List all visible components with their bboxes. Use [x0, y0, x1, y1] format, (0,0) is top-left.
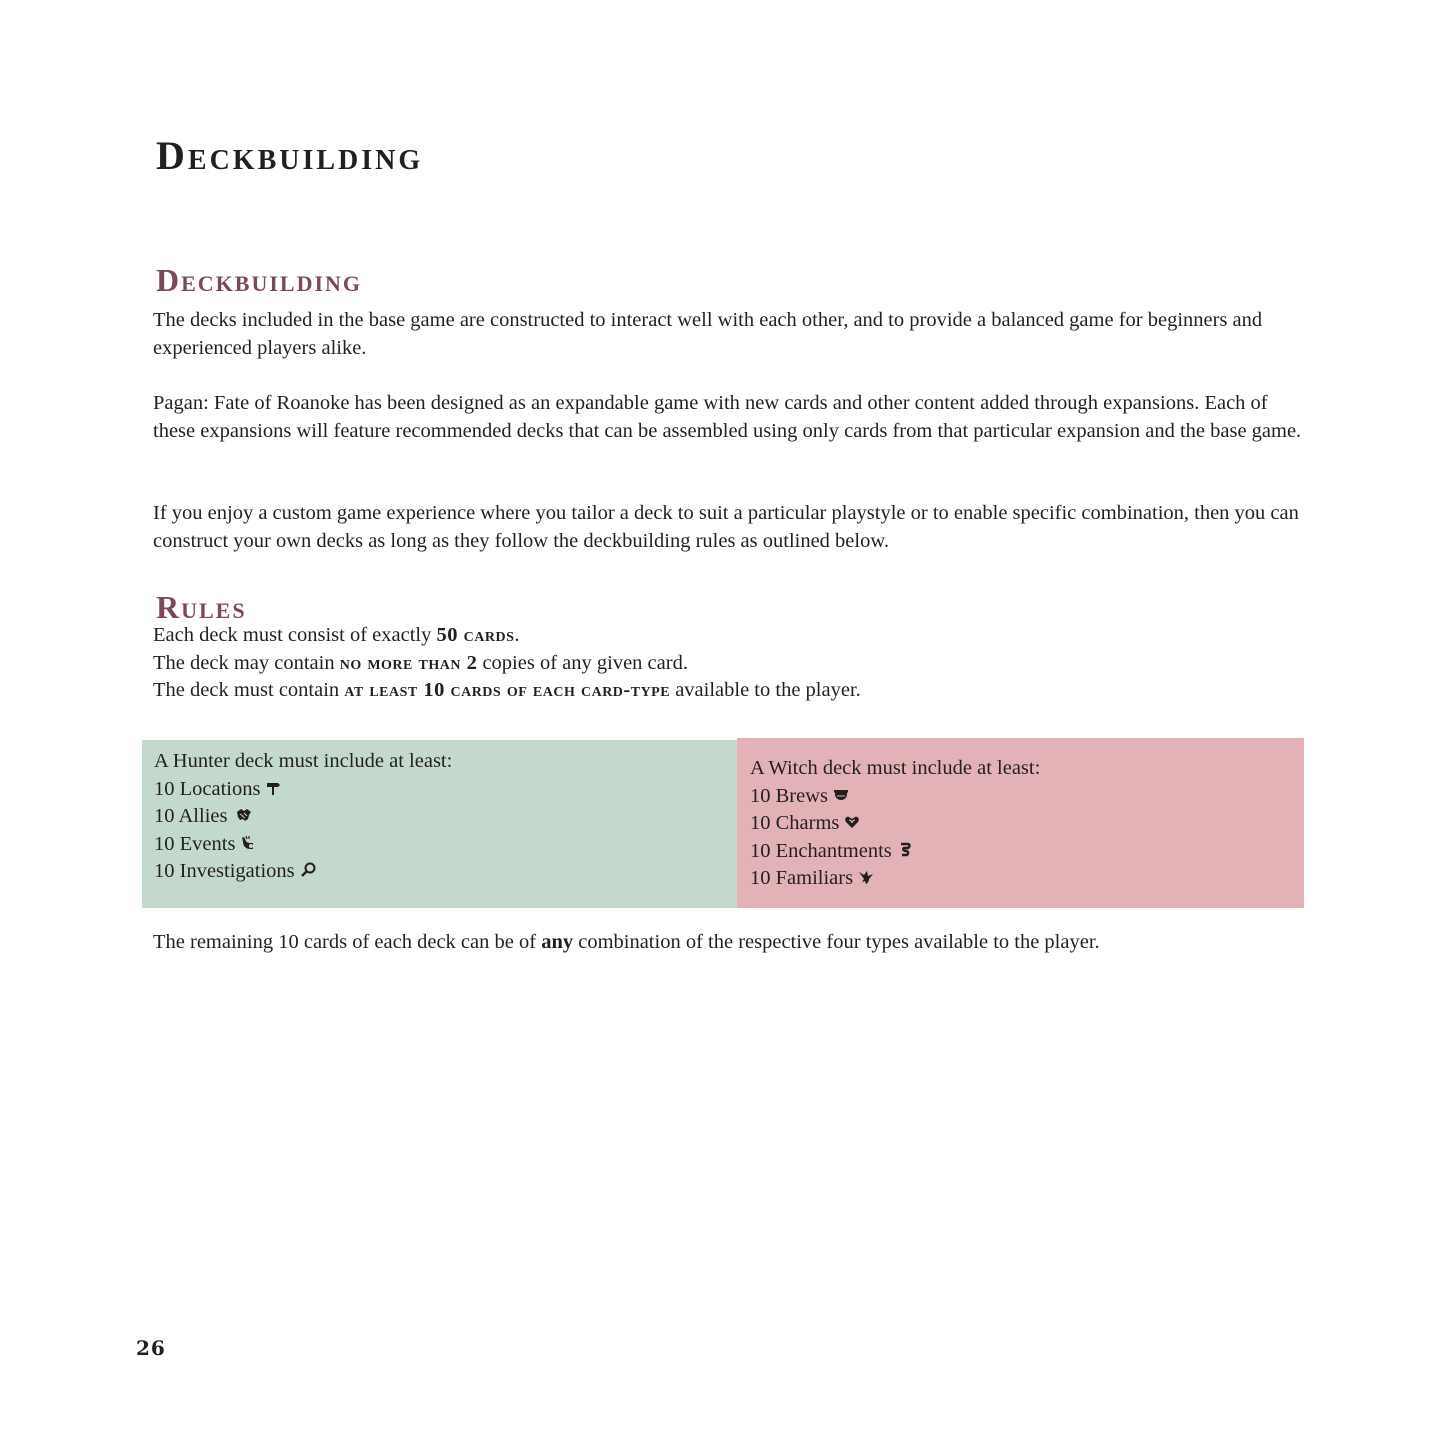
- bird-icon: [858, 869, 874, 885]
- magnifier-icon: [300, 862, 316, 878]
- hunter-item-investigations: 10 Investigations: [154, 858, 726, 886]
- witch-requirements-box: [737, 738, 1304, 908]
- rules-heading: Rules: [156, 589, 247, 625]
- signpost-icon: [265, 780, 281, 796]
- custom-deck-paragraph: If you enjoy a custom game experience where you tailor a deck to suit a particular playstyle or to enable specific combination, then you can construct your own decks as long as they follow the deckbuilding rules as outlined below.: [153, 502, 1299, 552]
- heart-knot-icon: [844, 814, 860, 830]
- witch-item-charms: 10 Charms: [750, 810, 1291, 838]
- rule-emphasis: 50 cards: [436, 624, 515, 646]
- rule-copy-limit: The deck may contain no more than 2 copies of any given card.: [153, 651, 688, 674]
- witch-item-enchantments: 10 Enchantments: [750, 838, 1291, 866]
- hunter-item-events: 10 Events: [154, 831, 726, 859]
- page-number: 26: [136, 1336, 166, 1360]
- witch-item-brews: 10 Brews: [750, 783, 1291, 811]
- deckbuilding-heading: Deckbuilding: [156, 262, 363, 298]
- witch-item-familiars: 10 Familiars: [750, 865, 1291, 893]
- rule-emphasis: no more than 2: [339, 651, 478, 674]
- rule-type-minimum: The deck must contain at least 10 cards of each card-type available to the player.: [153, 679, 861, 701]
- rune-icon: [897, 842, 913, 858]
- handshake-icon: [236, 807, 252, 823]
- page-title: Deckbuilding: [156, 133, 424, 178]
- hunter-item-allies: 10 Allies: [154, 803, 726, 831]
- hunter-requirements-box: [142, 740, 738, 908]
- rule-emphasis: at least 10 cards of each card-type: [344, 679, 671, 701]
- rule-deck-size: Each deck must consist of exactly 50 cards.: [153, 624, 520, 646]
- expansion-paragraph: Pagan: Fate of Roanoke has been designed as an expandable game with new cards and other content added through expansions. Each of these expansions will feature recommended decks that can be assembled using only cards from that particular expansion and the base game.: [153, 392, 1302, 442]
- hunter-box-title: A Hunter deck must include at least:: [154, 750, 453, 772]
- intro-paragraph: The decks included in the base game are constructed to interact well with each other, and to provide a balanced game for beginners and experienced players alike.: [153, 309, 1263, 359]
- horn-icon: [240, 835, 256, 851]
- hunter-item-locations: 10 Locations: [154, 776, 726, 804]
- closing-paragraph: The remaining 10 cards of each deck can be of any combination of the respective four types available to the player.: [153, 931, 1100, 953]
- cauldron-icon: [833, 787, 849, 803]
- closing-emphasis: any: [541, 931, 574, 953]
- rules-list: [153, 622, 861, 705]
- witch-box-title: A Witch deck must include at least:: [750, 757, 1041, 779]
